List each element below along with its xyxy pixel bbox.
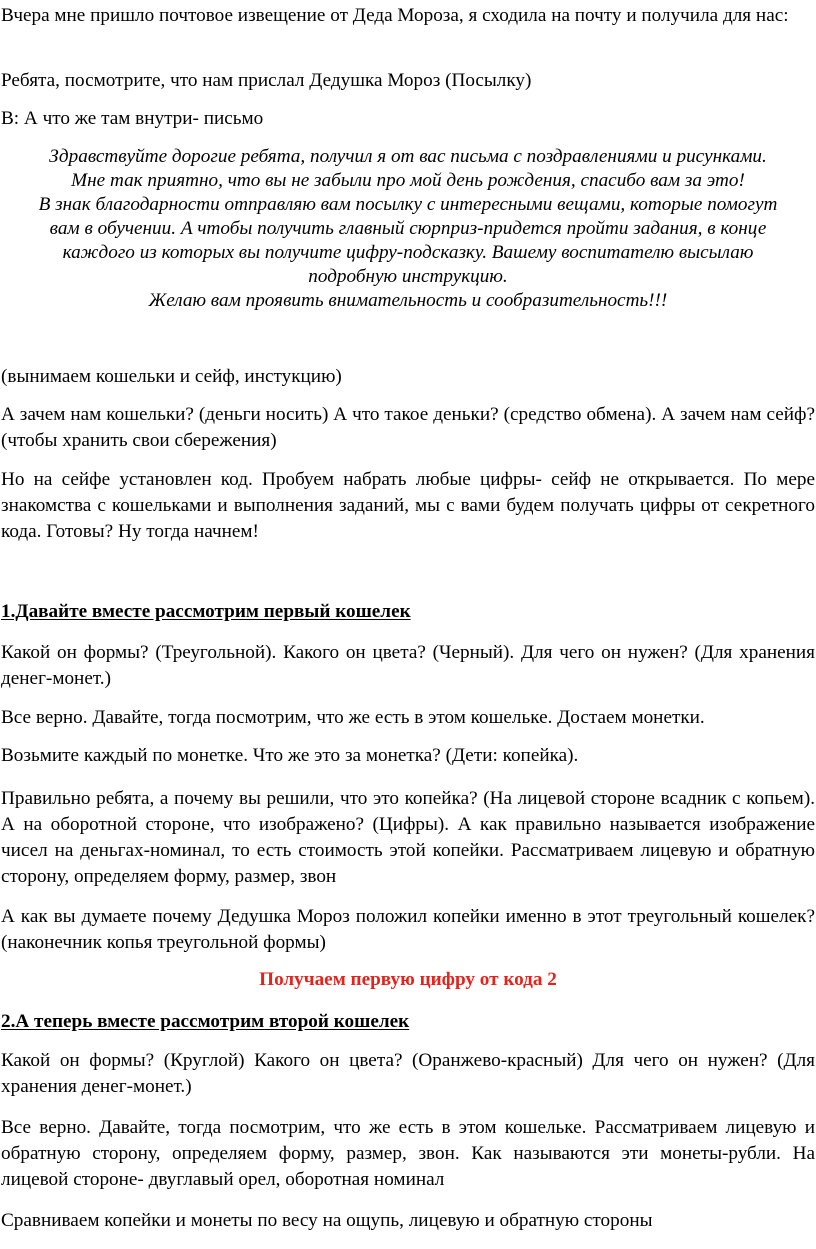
intro-line-3: В: А что же там внутри- письмо (1, 108, 264, 129)
code-digit-1: Получаем первую цифру от кода 2 (259, 969, 557, 990)
letter-line: Здравствуйте дорогие ребята, получил я от вас письма с поздравлениями и рисунками. (49, 146, 767, 167)
body-paragraph-1: (вынимаем кошельки и сейф, инстукцию) (1, 366, 342, 387)
letter-line: каждого из которых вы получите цифру-подсказку. Вашему воспитателю высылаю (62, 242, 754, 263)
santa-letter (1, 145, 815, 313)
section-1-paragraph-3: Возьмите каждый по монетке. Что же это за монетка? (Дети: копейка). (1, 745, 579, 766)
intro-line-2: Ребята, посмотрите, что нам прислал Дедушка Мороз (Посылку) (1, 70, 532, 91)
section-2-paragraph-2: Все верно. Давайте, тогда посмотрим, что же есть в этом кошельке. Рассматриваем лицевую и обратную сторону, определяем форму, размер, звон. Как называются эти монеты-рубли. На лицевой стороне- двуглавый орел, оборотная номинал (1, 1117, 815, 1190)
section-1-paragraph-4: Правильно ребята, а почему вы решили, что это копейка? (На лицевой стороне всадник с копьем). А на оборотной стороне, что изображено? (Цифры). А как правильно называется изображение чисел на деньгах-номинал, то есть стоимость этой копейки. Рассматриваем лицевую и обратную сторону, определяем форму, размер, звон (1, 788, 815, 887)
letter-line: подробную инструкцию. (308, 266, 508, 287)
section-1-paragraph-2: Все верно. Давайте, тогда посмотрим, что же есть в этом кошельке. Достаем монетки. (1, 707, 705, 728)
letter-line: вам в обучении. А чтобы получить главный сюрприз-придется пройти задания, в конце (49, 218, 767, 239)
section-1-heading: 1.Давайте вместе рассмотрим первый кошелек (1, 601, 411, 622)
intro-line-1: Вчера мне пришло почтовое извещение от Деда Мороза, я сходила на почту и получила для нас: (1, 5, 789, 26)
letter-line: Желаю вам проявить внимательность и сообразительность!!! (148, 290, 668, 311)
letter-line: Мне так приятно, что вы не забыли про мой день рождения, спасибо вам за это! (71, 170, 745, 191)
letter-line: В знак благодарности отправляю вам посылку с интересными вещами, которые помогут (38, 194, 778, 215)
section-1-paragraph-1: Какой он формы? (Треугольной). Какого он цвета? (Черный). Для чего он нужен? (Для хранения денег-монет.) (1, 642, 815, 689)
section-1-paragraph-5: А как вы думаете почему Дедушка Мороз положил копейки именно в этот треугольный кошелек? (наконечник копья треугольной формы) (1, 906, 815, 953)
body-paragraph-2: А зачем нам кошельки? (деньги носить) А что такое деньки? (средство обмена). А зачем нам сейф? (чтобы хранить свои сбережения) (1, 404, 815, 451)
section-2-paragraph-1: Какой он формы? (Круглой) Какого он цвета? (Оранжево-красный) Для чего он нужен? (Для хранения денег-монет.) (1, 1050, 815, 1097)
section-2-heading: 2.А теперь вместе рассмотрим второй кошелек (1, 1011, 410, 1032)
section-2-paragraph-3: Сравниваем копейки и монеты по весу на ощупь, лицевую и обратную стороны (1, 1210, 653, 1231)
body-paragraph-3: Но на сейфе установлен код. Пробуем набрать любые цифры- сейф не открывается. По мере знакомства с кошельками и выполнения заданий, мы с вами будем получать цифры от секретного кода. Готовы? Ну тогда начнем! (1, 469, 815, 542)
